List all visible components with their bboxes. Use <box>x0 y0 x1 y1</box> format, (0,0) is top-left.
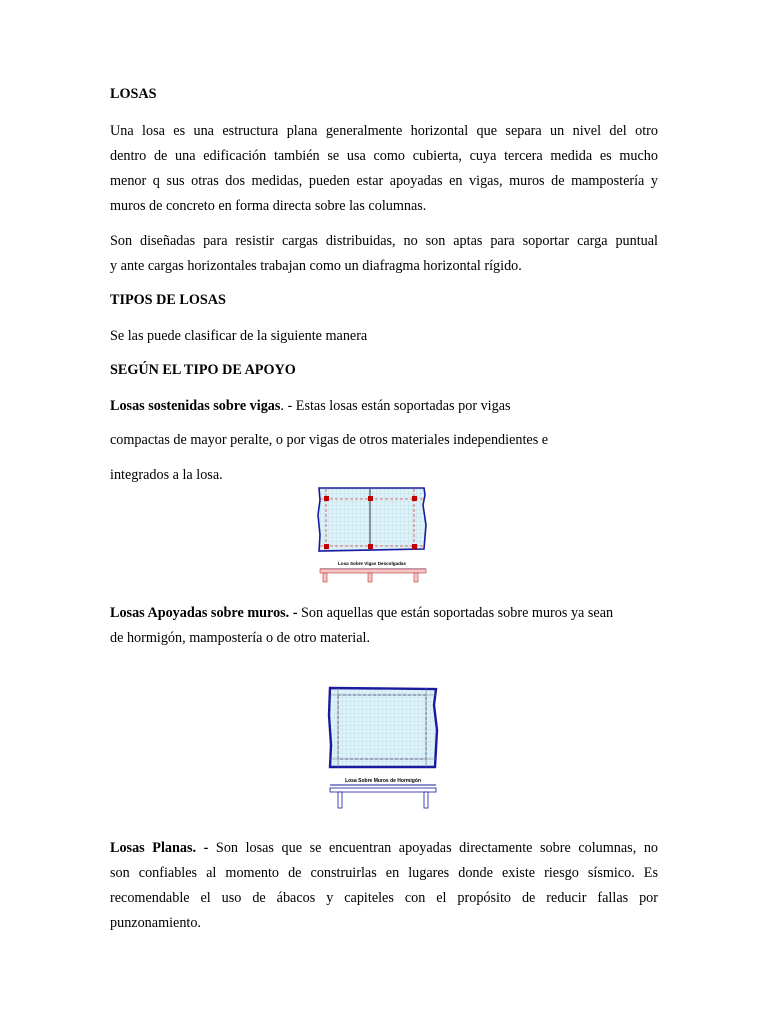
vigas-rest: . - Estas losas están soportadas por vigas <box>280 398 511 414</box>
planas-term: Losas Planas. - <box>110 840 209 856</box>
intro-line-1: Una losa es una estructura plana generalmente horizontal que separa un nivel del otro <box>110 123 658 139</box>
vigas-term: Losas sostenidas sobre vigas <box>110 398 281 414</box>
design-line-1: Son diseñadas para resistir cargas distribuidas, no son aptas para soportar carga puntual <box>110 233 658 249</box>
muros-rest: Son aquellas que están soportadas sobre muros ya sean <box>297 605 614 621</box>
intro-line-4: muros de concreto en forma directa sobre las columnas. <box>110 198 427 214</box>
heading-losas: LOSAS <box>110 86 157 102</box>
design-line-2: y ante cargas horizontales trabajan como un diafragma horizontal rígido. <box>110 258 522 274</box>
planas-rest: Son losas que se encuentran apoyadas directamente sobre columnas, no <box>208 840 659 856</box>
figure-caption-vigas: Losa Sobre Vigas Descolgadas <box>337 561 407 566</box>
slab-on-beams-figure <box>316 485 430 583</box>
heading-apoyo: SEGÚN EL TIPO DE APOYO <box>110 362 296 378</box>
figure-caption-muros: Losa Sobre Muros de Hormigón <box>345 778 421 784</box>
vigas-line-2: compactas de mayor peralte, o por vigas de otros materiales independientes e <box>110 432 549 448</box>
planas-line-4: punzonamiento. <box>110 915 202 931</box>
vigas-line-1 <box>110 397 511 415</box>
vigas-line-3: integrados a la losa. <box>110 467 223 483</box>
slab-outline-walls <box>329 688 437 767</box>
muros-line-2: de hormigón, mampostería o de otro material. <box>110 630 371 646</box>
planas-line-2: son confiables al momento de construirlas en lugares donde existe riesgo sísmico. Es <box>110 865 658 881</box>
classify-text: Se las puede clasificar de la siguiente manera <box>110 328 368 344</box>
planas-line-3: recomendable el uso de ábacos y capiteles con el propósito de reducir fallas por <box>110 890 658 906</box>
muros-line-1 <box>110 604 613 622</box>
intro-line-3: menor q sus otras dos medidas, pueden estar apoyadas en vigas, muros de mampostería y <box>110 173 658 189</box>
planas-line-1 <box>110 839 658 857</box>
intro-line-2: dentro de una edificación también se usa como cubierta, cuya tercera medida es mucho <box>110 148 658 164</box>
muros-term: Losas Apoyadas sobre muros. - <box>110 605 298 621</box>
slab-on-walls-figure <box>326 685 440 811</box>
heading-tipos: TIPOS DE LOSAS <box>110 292 226 308</box>
